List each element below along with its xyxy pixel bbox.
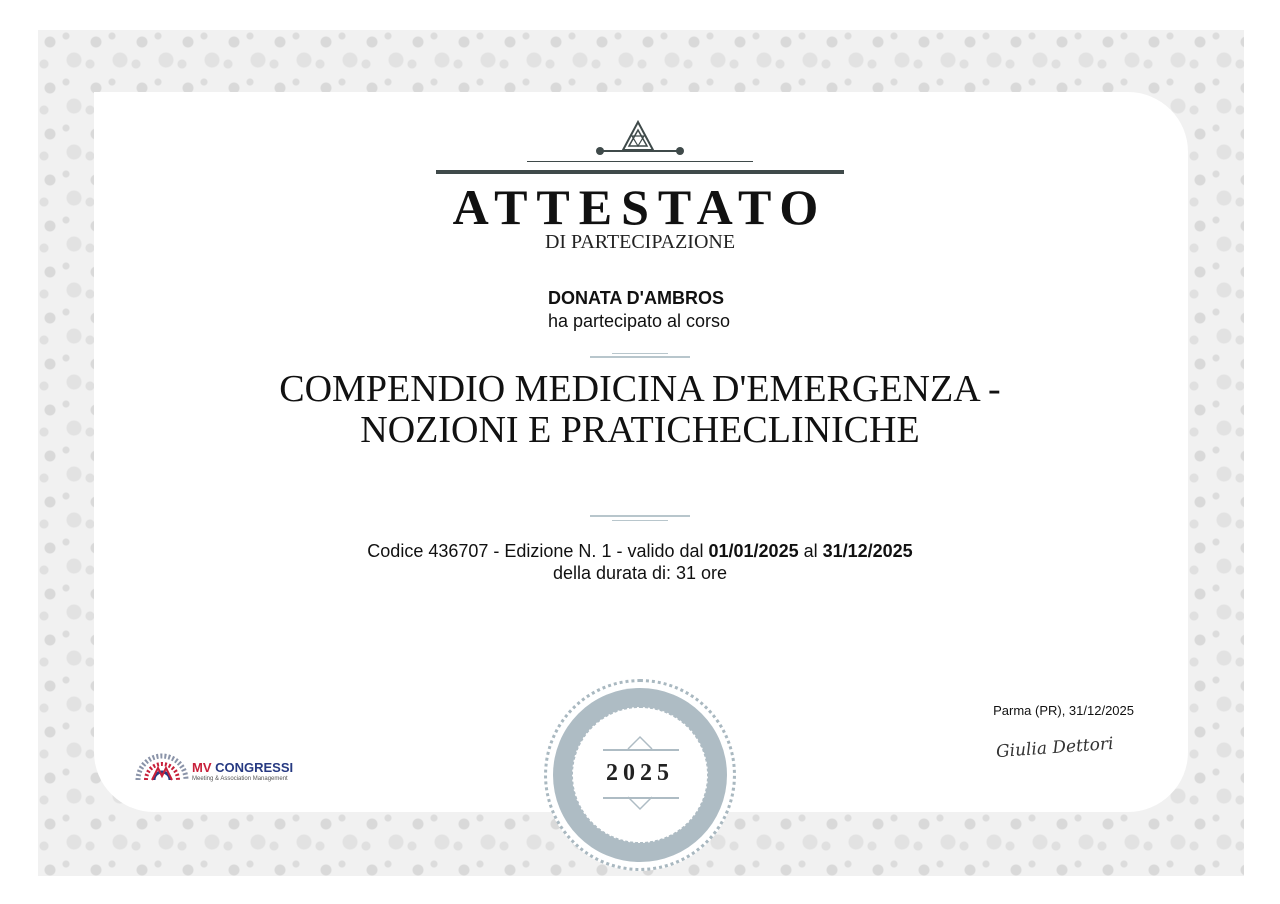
course-code-text: Codice 436707 - Edizione N. 1 - valido dal bbox=[367, 541, 709, 561]
logo-name-congressi: CONGRESSI bbox=[211, 760, 294, 775]
course-title-line1: COMPENDIO MEDICINA D'EMERGENZA - bbox=[279, 368, 1001, 410]
signature: Giulia Dettori bbox=[995, 733, 1115, 763]
ornament-thick-line bbox=[436, 170, 844, 174]
ornament-thin-line bbox=[527, 161, 753, 162]
logo-name bbox=[192, 760, 293, 775]
valid-from-date: 01/01/2025 bbox=[708, 541, 799, 561]
logo-name-mv: MV bbox=[192, 760, 212, 775]
seal-line-top bbox=[603, 749, 679, 751]
certificate-subtitle: DI PARTECIPAZIONE bbox=[544, 231, 736, 253]
ornament-dot-left bbox=[596, 147, 604, 155]
course-title-line2: NOZIONI E PRATICHECLINICHE bbox=[360, 409, 920, 451]
place-date: Parma (PR), 31/12/2025 bbox=[993, 703, 1134, 718]
seal-year: 2025 bbox=[606, 760, 674, 786]
divider-top-thin bbox=[612, 353, 668, 354]
divider-bottom bbox=[590, 515, 690, 517]
valid-connector: al bbox=[798, 541, 823, 561]
seal-line-bottom bbox=[603, 797, 679, 799]
ornament-bar bbox=[600, 150, 680, 152]
valid-to-date: 31/12/2025 bbox=[822, 541, 913, 561]
participated-text: ha partecipato al corso bbox=[547, 311, 731, 331]
course-code-line bbox=[0, 541, 1280, 562]
ornament-dot-right bbox=[676, 147, 684, 155]
course-duration: della durata di: 31 ore bbox=[552, 563, 728, 583]
divider-bottom-thin bbox=[612, 520, 668, 521]
mv-congressi-logo-icon bbox=[134, 750, 190, 784]
logo-tagline: Meeting & Association Management bbox=[192, 776, 288, 782]
participant-name: DONATA D'AMBROS bbox=[548, 288, 724, 308]
certificate-title: ATTESTATO bbox=[452, 179, 828, 235]
course-title bbox=[0, 369, 1280, 451]
divider-top bbox=[590, 356, 690, 358]
emblem-icon bbox=[621, 120, 655, 152]
